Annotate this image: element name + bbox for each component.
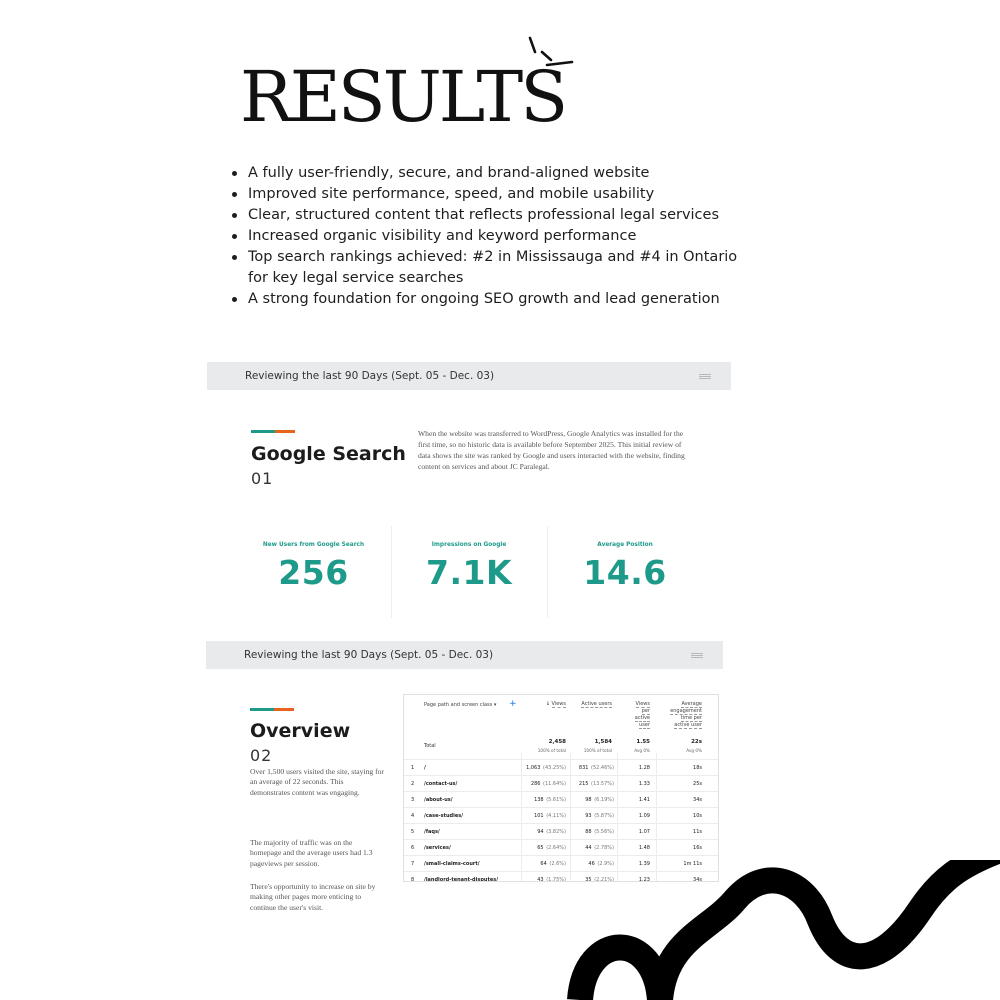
- list-item: Increased organic visibility and keyword performance: [232, 226, 752, 247]
- banner-text: Reviewing the last 90 Days (Sept. 05 - Dec. 03): [245, 370, 495, 382]
- row-page-path: /: [424, 765, 426, 771]
- total-users-sub: 100% of total: [583, 748, 612, 753]
- row-engagement-time: 34s: [693, 877, 702, 882]
- row-views-per-user: 1.07: [638, 829, 650, 835]
- row-views: 65 (2.64%): [537, 845, 566, 851]
- accent-bar: [250, 708, 294, 711]
- row-page-path: /case-studies/: [424, 813, 464, 819]
- row-index: 2: [411, 781, 415, 787]
- table-row[interactable]: [404, 775, 719, 791]
- row-views-per-user: 1.39: [638, 861, 650, 867]
- stat-new-users: [236, 526, 391, 618]
- row-views-per-user: 1.41: [638, 797, 650, 803]
- dimension-selector[interactable]: Page path and screen class ▾: [424, 702, 497, 708]
- stat-label: New Users from Google Search: [262, 542, 365, 548]
- row-index: 4: [411, 813, 415, 819]
- table-row[interactable]: [404, 791, 719, 807]
- sort-down-icon: ↓: [545, 701, 550, 707]
- drag-handle-icon[interactable]: [691, 653, 703, 658]
- row-page-path: /faqs/: [424, 829, 440, 835]
- stat-average-position: [547, 526, 702, 618]
- row-active-users: 88 (5.56%): [585, 829, 614, 835]
- total-views-sub: 100% of total: [537, 748, 566, 753]
- column-header-views[interactable]: ↓ Views: [545, 701, 566, 707]
- row-engagement-time: 16s: [693, 845, 702, 851]
- row-views-per-user: 1.23: [638, 877, 650, 882]
- total-views: 2,458: [548, 739, 566, 745]
- stat-label: Average Position: [597, 542, 653, 548]
- table-row[interactable]: [404, 839, 719, 855]
- section2-title: Overview: [250, 720, 351, 742]
- row-index: 7: [411, 861, 415, 867]
- list-item: A strong foundation for ongoing SEO growth and lead generation: [232, 289, 752, 310]
- drag-handle-icon[interactable]: [699, 374, 711, 379]
- row-page-path: /about-us/: [424, 797, 453, 803]
- row-engagement-time: 18s: [693, 765, 702, 771]
- analytics-table: [403, 694, 719, 882]
- stat-impressions: [391, 526, 546, 618]
- total-time-sub: Avg 0%: [686, 748, 702, 753]
- column-header-active-users[interactable]: Active users: [581, 701, 612, 707]
- list-item: A fully user-friendly, secure, and brand-aligned website: [232, 163, 752, 184]
- row-views: 286 (11.64%): [530, 781, 566, 787]
- stat-value: 7.1K: [425, 553, 513, 592]
- row-engagement-time: 10s: [693, 813, 702, 819]
- row-engagement-time: 1m 11s: [683, 861, 702, 867]
- section1-title: Google Search: [251, 443, 406, 465]
- table-row[interactable]: [404, 759, 719, 775]
- column-header-views-per-user[interactable]: Views per active user: [634, 701, 650, 728]
- stat-value: 14.6: [583, 553, 667, 592]
- total-time: 22s: [691, 739, 702, 745]
- total-vpu-sub: Avg 0%: [634, 748, 650, 753]
- row-index: 1: [411, 765, 415, 771]
- add-dimension-button[interactable]: +: [509, 699, 517, 709]
- row-index: 6: [411, 845, 415, 851]
- row-views-per-user: 1.48: [638, 845, 650, 851]
- list-item: Clear, structured content that reflects professional legal services: [232, 205, 752, 226]
- section1-description: When the website was transferred to WordPress, Google Analytics was installed for the first time, so no historic data is available before September 2025. This initial review of data shows the site was ranked by Google and users interacted with the website, finding content on services and about JC Paralegal.: [418, 429, 685, 471]
- row-active-users: 98 (6.19%): [585, 797, 614, 803]
- row-active-users: 215 (13.57%): [578, 781, 614, 787]
- list-item: Improved site performance, speed, and mobile usability: [232, 184, 752, 205]
- accent-bar: [251, 430, 295, 433]
- table-row[interactable]: [404, 807, 719, 823]
- row-page-path: /small-claims-court/: [424, 861, 480, 867]
- row-page-path: /contact-us/: [424, 781, 458, 787]
- row-index: 5: [411, 829, 415, 835]
- overview-paragraph: There's opportunity to increase on site by making other pages more enticing to continue the user's visit.: [250, 882, 376, 912]
- row-views: 64 (2.6%): [540, 861, 566, 867]
- row-views: 1,063 (43.25%): [526, 765, 566, 771]
- row-views: 138 (5.61%): [534, 797, 566, 803]
- row-engagement-time: 34s: [693, 797, 702, 803]
- stat-label: Impressions on Google: [431, 542, 507, 548]
- banner-text: Reviewing the last 90 Days (Sept. 05 - Dec. 03): [244, 649, 494, 661]
- overview-paragraph: The majority of traffic was on the homepage and the average users had 1.3 pageviews per session.: [250, 838, 373, 868]
- row-page-path: /landlord-tenant-disputes/: [424, 877, 499, 882]
- row-index: 3: [411, 797, 415, 803]
- row-views: 94 (3.82%): [537, 829, 566, 835]
- row-views: 101 (4.11%): [534, 813, 566, 819]
- section1-number: 01: [251, 469, 274, 488]
- column-header-engagement-time[interactable]: Average engagement time per active user: [670, 701, 702, 728]
- total-label: Total: [424, 743, 436, 749]
- row-active-users: 44 (2.78%): [585, 845, 614, 851]
- list-item: Top search rankings achieved: #2 in Mississauga and #4 in Ontario for key legal service searches: [232, 247, 752, 289]
- stat-value: 256: [278, 553, 349, 592]
- row-active-users: 46 (2.9%): [588, 861, 614, 867]
- section2-number: 02: [250, 746, 273, 765]
- row-page-path: /services/: [424, 845, 451, 851]
- row-engagement-time: 11s: [693, 829, 702, 835]
- total-vpu: 1.55: [636, 739, 650, 745]
- row-views-per-user: 1.33: [638, 781, 650, 787]
- row-active-users: 831 (52.46%): [578, 765, 614, 771]
- total-users: 1,584: [594, 739, 612, 745]
- row-views: 43 (1.75%): [537, 877, 566, 882]
- squiggle-decoration-icon: [560, 860, 1000, 1000]
- section1-banner: [207, 362, 731, 390]
- table-row[interactable]: [404, 823, 719, 839]
- row-index: 8: [411, 877, 415, 882]
- row-views-per-user: 1.09: [638, 813, 650, 819]
- row-views-per-user: 1.28: [638, 765, 650, 771]
- overview-paragraph: Over 1,500 users visited the site, staying for an average of 22 seconds. This demonstrates content was engaging.: [250, 767, 384, 797]
- page-title: RESULTS: [240, 56, 566, 138]
- sparkle-decoration-icon: [524, 34, 576, 74]
- results-list: [232, 163, 752, 310]
- row-active-users: 35 (2.21%): [585, 877, 614, 882]
- section2-banner: [206, 641, 723, 669]
- row-active-users: 93 (5.87%): [585, 813, 614, 819]
- row-engagement-time: 25s: [693, 781, 702, 787]
